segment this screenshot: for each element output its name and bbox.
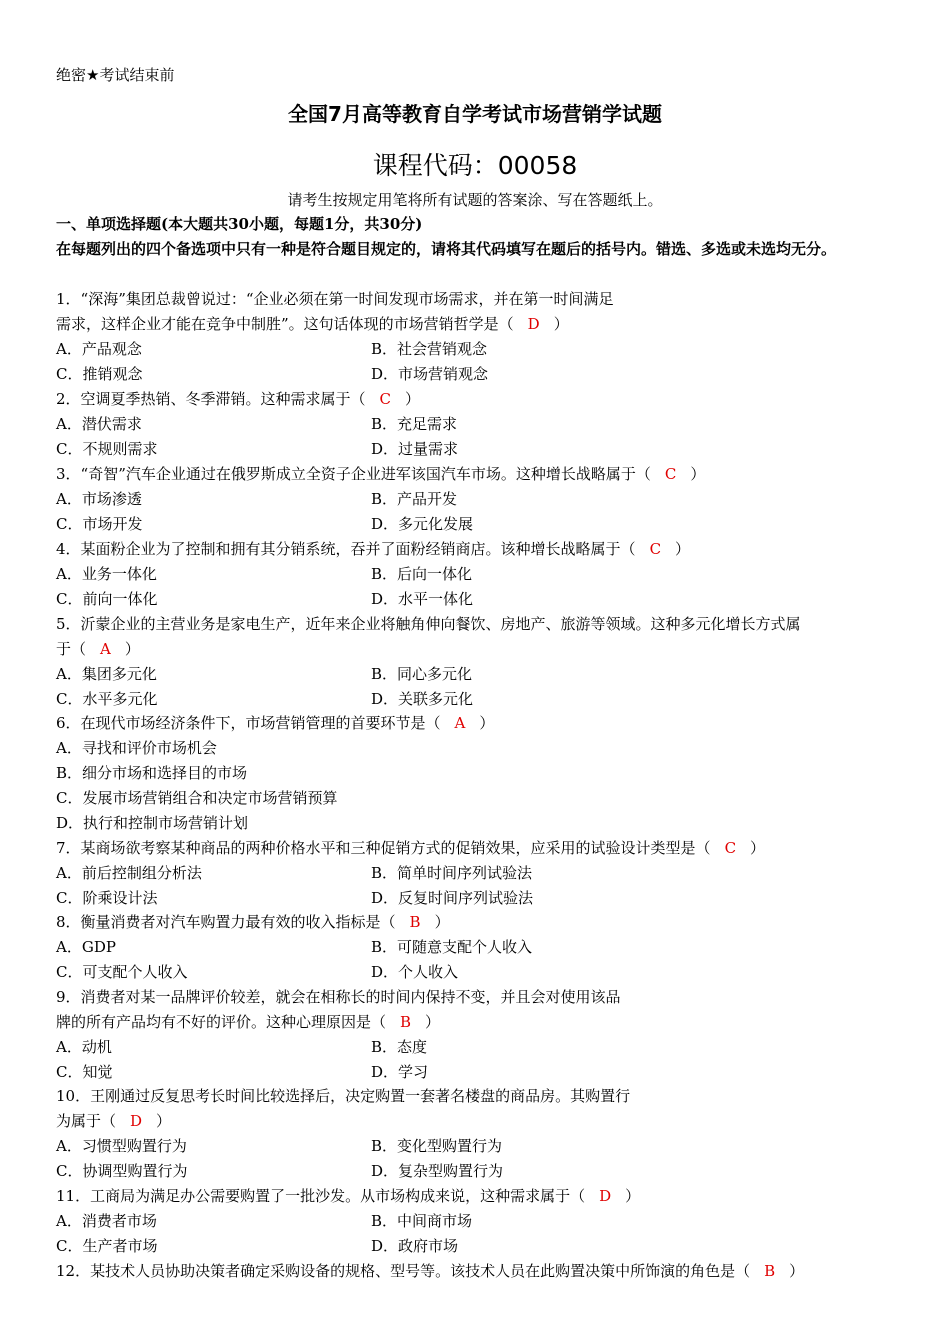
- option-10b: B．变化型购置行为: [371, 1137, 503, 1155]
- question-text: 于（: [56, 640, 87, 658]
- option-11a: A．消费者市场: [56, 1212, 157, 1230]
- option-1b: B．社会营销观念: [371, 340, 488, 358]
- question-9-stem: 9．消费者对某一品牌评价较差，就会在相称长的时间内保持不变，并且会对使用该品: [56, 988, 621, 1006]
- option-3a: A．市场渗透: [56, 490, 142, 508]
- option-9a: A．动机: [56, 1038, 112, 1056]
- option-3c: C．市场开发: [56, 515, 143, 533]
- question-text: 为属于（: [56, 1112, 117, 1130]
- question-text: ）: [789, 1262, 805, 1280]
- option-7b: B．简单时间序列试验法: [371, 864, 533, 882]
- section-note: 在每题列出的四个备选项中只有一种是符合题目规定的，请将其代码填写在题后的括号内。错选、多选或未选均无分。: [56, 240, 837, 258]
- question-8-stem: [56, 912, 450, 932]
- answer-7: C: [724, 839, 737, 857]
- instruction: 请考生按规定用笔将所有试题的答案涂、写在答题纸上。: [287, 191, 663, 209]
- option-4c: C．前向一体化: [56, 590, 158, 608]
- question-12-stem: [56, 1261, 804, 1281]
- option-5c: C．水平多元化: [56, 690, 158, 708]
- course-code: 课程代码：00058: [372, 151, 578, 180]
- question-text: 3．“奇智”汽车企业通过在俄罗斯成立全资子企业进军该国汽车市场。这种增长战略属于（: [56, 465, 651, 483]
- question-text: 11．工商局为满足办公需要购置了一批沙发。从市场构成来说，这种需求属于（: [56, 1187, 586, 1205]
- option-2c: C．不规则需求: [56, 440, 158, 458]
- option-6b: B．细分市场和选择目的市场: [56, 764, 248, 782]
- answer-3: C: [664, 465, 677, 483]
- option-4d: D．水平一体化: [371, 590, 474, 608]
- option-9b: B．态度: [371, 1038, 428, 1056]
- answer-4: C: [649, 540, 662, 558]
- question-text: ）: [690, 465, 706, 483]
- question-text: ）: [156, 1112, 172, 1130]
- question-text: 7．某商场欲考察某种商品的两种价格水平和三种促销方式的促销效果，应采用的试验设计类型是（: [56, 839, 711, 857]
- question-text: ）: [124, 640, 140, 658]
- question-text: 6．在现代市场经济条件下，市场营销管理的首要环节是（: [56, 714, 441, 732]
- option-11b: B．中间商市场: [371, 1212, 473, 1230]
- option-2a: A．潜伏需求: [56, 415, 142, 433]
- question-text: 2．空调夏季热销、冬季滞销。这种需求属于（: [56, 390, 366, 408]
- option-5d: D．关联多元化: [371, 690, 474, 708]
- option-5a: A．集团多元化: [56, 665, 157, 683]
- option-1a: A．产品观念: [56, 340, 142, 358]
- option-3b: B．产品开发: [371, 490, 458, 508]
- question-10-stem-cont: [56, 1111, 171, 1131]
- question-5-stem: 5．沂蒙企业的主营业务是家电生产，近年来企业将触角伸向餐饮、房地产、旅游等领域。这种多元化增长方式属: [56, 615, 801, 633]
- option-1c: C．推销观念: [56, 365, 143, 383]
- option-7a: A．前后控制组分析法: [56, 864, 202, 882]
- answer-2: C: [379, 390, 392, 408]
- exam-title: 全国7月高等教育自学考试市场营销学试题: [288, 102, 662, 126]
- option-2d: D．过量需求: [371, 440, 459, 458]
- question-10-stem: 10．王刚通过反复思考长时间比较选择后，决定购置一套著名楼盘的商品房。其购置行: [56, 1087, 631, 1105]
- question-text: 4．某面粉企业为了控制和拥有其分销系统，吞并了面粉经销商店。该种增长战略属于（: [56, 540, 636, 558]
- answer-1: D: [527, 315, 540, 333]
- answer-8: B: [409, 913, 421, 931]
- option-9d: D．学习: [371, 1063, 429, 1081]
- question-2-stem: [56, 389, 420, 409]
- option-8b: B．可随意支配个人收入: [371, 938, 533, 956]
- option-7c: C．阶乘设计法: [56, 889, 158, 907]
- option-11c: C．生产者市场: [56, 1237, 158, 1255]
- option-10a: A．习惯型购置行为: [56, 1137, 187, 1155]
- answer-10: D: [130, 1112, 143, 1130]
- option-8c: C．可支配个人收入: [56, 963, 188, 981]
- question-4-stem: [56, 539, 690, 559]
- question-text: 12．某技术人员协助决策者确定采购设备的规格、型号等。该技术人员在此购置决策中所饰演的角色是（: [56, 1262, 751, 1280]
- question-11-stem: [56, 1186, 640, 1206]
- question-text: ）: [425, 1013, 441, 1031]
- question-text: ）: [675, 540, 691, 558]
- question-3-stem: [56, 464, 705, 484]
- option-6a: A．寻找和评价市场机会: [56, 739, 217, 757]
- question-text: ）: [479, 714, 495, 732]
- option-6d: D．执行和控制市场营销计划: [56, 814, 249, 832]
- question-9-stem-cont: [56, 1012, 440, 1032]
- confidential-label: 绝密★考试结束前: [56, 66, 175, 84]
- answer-9: B: [400, 1013, 412, 1031]
- option-10c: C．协调型购置行为: [56, 1162, 188, 1180]
- option-10d: D．复杂型购置行为: [371, 1162, 504, 1180]
- question-7-stem: [56, 838, 765, 858]
- question-text: ）: [750, 839, 766, 857]
- option-4a: A．业务一体化: [56, 565, 157, 583]
- question-text: 8．衡量消费者对汽车购置力最有效的收入指标是（: [56, 913, 396, 931]
- question-text: ）: [405, 390, 421, 408]
- question-1-stem-cont: [56, 314, 569, 334]
- answer-6: A: [454, 714, 466, 732]
- question-text: ）: [625, 1187, 641, 1205]
- option-4b: B．后向一体化: [371, 565, 473, 583]
- option-7d: D．反复时间序列试验法: [371, 889, 534, 907]
- question-1-stem: 1．“深海”集团总裁曾说过：“企业必须在第一时间发现市场需求，并在第一时间满足: [56, 290, 614, 308]
- option-9c: C．知觉: [56, 1063, 113, 1081]
- section-title: 一、单项选择题(本大题共30小题，每题1分，共30分): [56, 215, 423, 233]
- answer-11: D: [599, 1187, 612, 1205]
- option-8a: A．GDP: [56, 938, 116, 956]
- option-2b: B．充足需求: [371, 415, 458, 433]
- question-text: ）: [434, 913, 450, 931]
- option-1d: D．市场营销观念: [371, 365, 489, 383]
- answer-5: A: [100, 640, 111, 658]
- option-5b: B．同心多元化: [371, 665, 473, 683]
- question-5-stem-cont: [56, 639, 140, 659]
- question-6-stem: [56, 713, 494, 733]
- option-3d: D．多元化发展: [371, 515, 474, 533]
- question-text: ）: [553, 315, 569, 333]
- answer-12: B: [764, 1262, 776, 1280]
- question-text: 牌的所有产品均有不好的评价。这种心理原因是（: [56, 1013, 387, 1031]
- question-text: 需求，这样企业才能在竞争中制胜”。这句话体现的市场营销哲学是（: [56, 315, 514, 333]
- option-11d: D．政府市场: [371, 1237, 459, 1255]
- option-8d: D．个人收入: [371, 963, 459, 981]
- option-6c: C．发展市场营销组合和决定市场营销预算: [56, 789, 338, 807]
